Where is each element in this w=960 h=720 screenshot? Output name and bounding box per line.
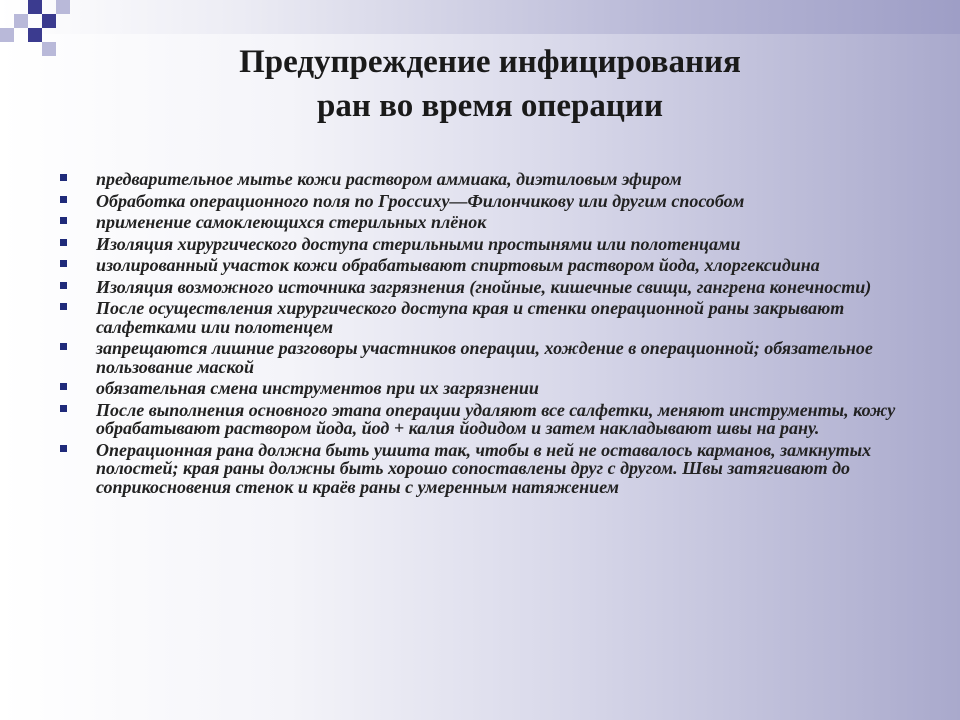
- decor-square: [0, 28, 14, 42]
- slide-title-line: Предупреждение инфицирования: [239, 44, 741, 80]
- bullet-text: запрещаются лишние разговоры участников операции, хождение в операционной; обязательное пользование маской: [96, 338, 873, 377]
- bullet-text: применение самоклеющихся стерильных плёнок: [96, 212, 487, 232]
- decor-square: [28, 28, 42, 42]
- bullet-square-icon: [60, 260, 67, 267]
- top-decor-band: [0, 0, 960, 34]
- bullet-item: [60, 192, 920, 211]
- bullet-text: Операционная рана должна быть ушита так, чтобы в ней не оставалось карманов, замкнутых полостей; края раны должны быть хорошо сопоставлены друг с другом. Швы затягивают до соприкосновения стенок и краёв раны с умеренным натяжением: [96, 439, 872, 497]
- decor-square: [42, 14, 56, 28]
- bullet-square-icon: [60, 239, 67, 246]
- decor-square: [56, 0, 70, 14]
- bullet-square-icon: [60, 282, 67, 289]
- bullet-square-icon: [60, 196, 67, 203]
- bullet-item: [60, 256, 920, 275]
- bullet-text: предварительное мытье кожи раствором аммиака, диэтиловым эфиром: [96, 169, 682, 189]
- bullet-square-icon: [60, 174, 67, 181]
- bullet-square-icon: [60, 405, 67, 412]
- bullet-item: [60, 213, 920, 232]
- slide-title: [80, 40, 900, 128]
- bullet-text: изолированный участок кожи обрабатывают спиртовым раствором йода, хлоргексидина: [96, 255, 820, 275]
- bullet-text: После выполнения основного этапа операции удаляют все салфетки, меняют инструменты, кожу обрабатывают раствором йода, йод + калия йодидом и затем накладывают швы на рану.: [96, 399, 896, 438]
- bullet-square-icon: [60, 343, 67, 350]
- bullet-square-icon: [60, 445, 67, 452]
- bullet-text: Изоляция возможного источника загрязнения (гнойные, кишечные свищи, гангрена конечности): [96, 276, 872, 297]
- bullet-item: [60, 299, 920, 336]
- decor-square: [14, 14, 28, 28]
- bullet-square-icon: [60, 303, 67, 310]
- bullet-item: [60, 339, 920, 376]
- bullet-item: [60, 170, 920, 189]
- bullet-square-icon: [60, 383, 67, 390]
- decor-square: [42, 42, 56, 56]
- slide-title-line: ран во время операции: [317, 88, 663, 124]
- bullet-list: [60, 170, 920, 499]
- bullet-item: [60, 401, 920, 438]
- bullet-item: [60, 379, 920, 398]
- decor-square: [28, 0, 42, 14]
- bullet-text: Изоляция хирургического доступа стерильными простынями или полотенцами: [96, 233, 741, 254]
- bullet-item: [60, 278, 920, 297]
- bullet-text: После осуществления хирургического доступа края и стенки операционной раны закрывают салфетками или полотенцем: [96, 298, 845, 337]
- bullet-item: [60, 235, 920, 254]
- bullet-text: Обработка операционного поля по Гроссиху—Филончикову или другим способом: [96, 190, 745, 211]
- bullet-text: обязательная смена инструментов при их загрязнении: [96, 378, 539, 398]
- bullet-item: [60, 441, 920, 497]
- bullet-square-icon: [60, 217, 67, 224]
